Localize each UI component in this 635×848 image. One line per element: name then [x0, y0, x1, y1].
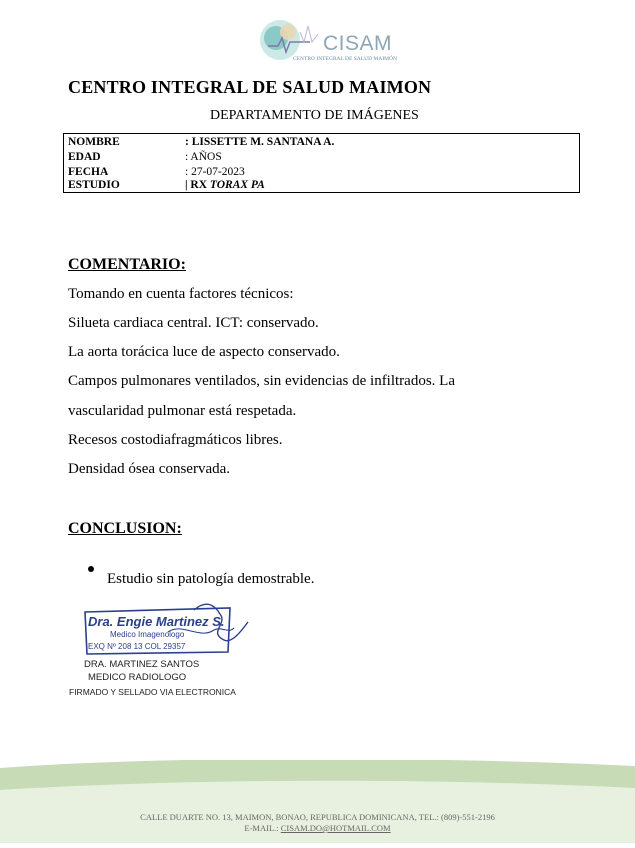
comment-title: COMENTARIO:	[68, 256, 186, 273]
stamp-name: Dra. Engie Martinez S.	[88, 614, 225, 629]
study-label: ESTUDIO	[68, 179, 120, 191]
stamp-role: Medico Imagenologo	[110, 630, 185, 639]
comment-line: Densidad ósea conservada.	[68, 461, 231, 477]
study-value: TORAX PA	[209, 179, 265, 191]
conclusion-title: CONCLUSION:	[68, 520, 182, 537]
age-value: : AÑOS	[185, 151, 222, 163]
comment-line: Campos pulmonares ventilados, sin evidencias de infiltrados. La	[68, 373, 455, 389]
comment-line: Tomando en cuenta factores técnicos:	[68, 286, 294, 302]
study-prefix: | RX	[185, 179, 210, 191]
cisam-logo	[248, 12, 398, 68]
department-title: DEPARTAMENTO DE IMÁGENES	[210, 108, 419, 123]
center-name: CENTRO INTEGRAL DE SALUD MAIMON	[68, 77, 432, 97]
comment-line: Silueta cardiaca central. ICT: conservado.	[68, 315, 319, 331]
age-label: EDAD	[68, 151, 101, 163]
logo-subtext: CENTRO INTEGRAL DE SALUD MAIMÓN	[293, 56, 397, 62]
email-prefix: E-MAIL.:	[244, 823, 281, 833]
footer-email-line	[0, 823, 635, 833]
conclusion-item: Estudio sin patología demostrable.	[107, 571, 315, 587]
patient-info-box	[63, 133, 580, 193]
date-value: : 27-07-2023	[185, 166, 245, 178]
comment-line: La aorta torácica luce de aspecto conservado.	[68, 344, 340, 360]
stamp-ids: EXQ Nº 208 13 COL 29357	[88, 642, 186, 651]
bullet-icon	[88, 566, 94, 572]
footer-address: CALLE DUARTE NO. 13, MAIMON, BONAO, REPUBLICA DOMINICANA, TEL.: (809)-551-2196	[140, 812, 495, 822]
comment-line: vascularidad pulmonar está respetada.	[68, 403, 297, 419]
name-label: NOMBRE	[68, 136, 120, 148]
comment-line: Recesos costodiafragmáticos libres.	[68, 432, 283, 448]
signer-title: MEDICO RADIOLOGO	[88, 672, 187, 683]
date-label: FECHA	[68, 166, 109, 178]
signature-note: FIRMADO Y SELLADO VIA ELECTRONICA	[69, 687, 236, 697]
logo-text: CISAM	[323, 32, 393, 55]
email-link[interactable]: CISAM.DO@HOTMAIL.COM	[280, 823, 391, 833]
signer-name: DRA. MARTINEZ SANTOS	[84, 659, 200, 670]
study-value-wrap	[185, 178, 265, 192]
signature-stamp	[82, 600, 252, 660]
name-value: : LISSETTE M. SANTANA A.	[185, 136, 335, 148]
